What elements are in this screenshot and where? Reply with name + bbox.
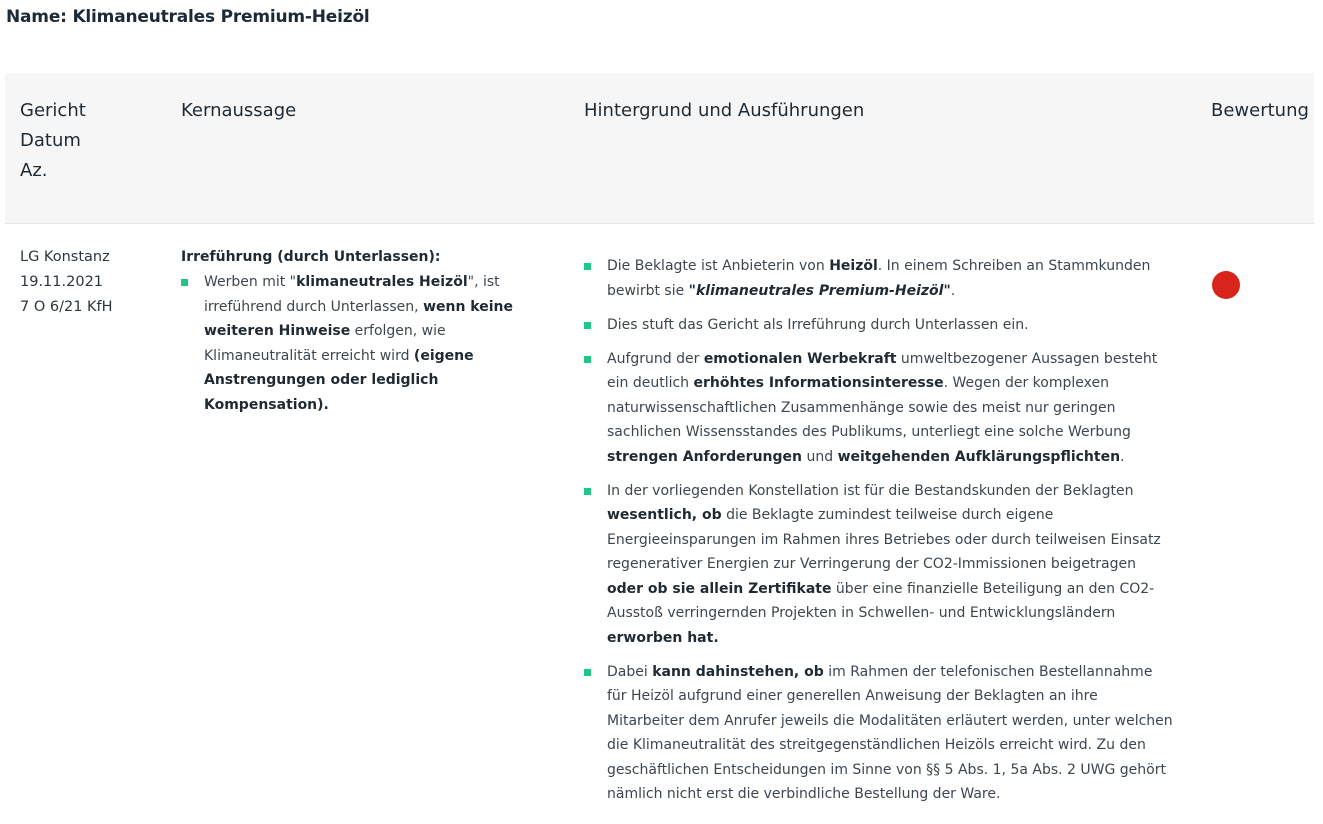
text-segment: Die Beklagte ist Anbieterin von — [607, 258, 830, 274]
table-header — [5, 73, 1314, 224]
kernaussage-list — [181, 270, 551, 417]
bold-segment: Heizöl — [829, 258, 878, 274]
text-segment: Dabei — [607, 663, 653, 680]
bold-segment: wesentlich, ob — [607, 507, 722, 523]
list-item — [584, 479, 1174, 651]
page-title: Name: Klimaneutrales Premium-Heizöl — [6, 7, 370, 27]
text-segment: umweltbezogener Aussagen besteht ein deutlich — [607, 350, 1158, 391]
text-segment: . — [950, 282, 956, 299]
bold-segment: weitgehenden Aufklärungspflichten — [837, 448, 1121, 465]
text-segment: . In einem Schreiben an Stammkunden bewirbt sie — [607, 258, 1151, 299]
kernaussage-cell — [181, 245, 551, 417]
bold-segment: erworben hat. — [607, 629, 719, 646]
judgment-table — [5, 73, 1314, 824]
bold-segment: klimaneutrales Heizöl — [296, 274, 468, 290]
hintergrund-list — [584, 254, 1174, 807]
bold-segment: "klimaneutrales Premium-Heizöl" — [688, 282, 951, 299]
text-segment: Dies stuft das Gericht als Irreführung durch Unterlassen ein. — [607, 316, 1029, 333]
list-item — [181, 270, 551, 417]
list-item — [584, 347, 1174, 470]
text-segment: erfolgen, wie Klimaneutralität erreicht wird — [204, 323, 446, 364]
bold-segment: wenn keine weiteren Hinweise — [204, 298, 513, 339]
text-segment: über eine finanzielle Beteiligung an den CO2-Ausstoß verringernden Projekten in Schwellen- und Entwicklungsländern — [607, 580, 1155, 621]
column-header-kernaussage: Kernaussage — [181, 100, 297, 121]
column-header-gericht: Gericht Datum Az. — [20, 100, 86, 181]
text-segment: ", ist irreführend durch Unterlassen, — [204, 274, 500, 315]
bold-segment: (eigene Anstrengungen oder lediglich Kompensation). — [204, 347, 474, 413]
list-item — [584, 313, 1174, 338]
text-segment: die Beklagte zumindest teilweise durch eigene Energieeinsparungen im Rahmen ihres Betriebes oder durch teilweisen Einsatz regenerativer Energien zur Verringerung der CO2-Immissionen beigetragen — [607, 507, 1161, 572]
bold-segment: erhöhtes Informationsinteresse — [693, 375, 944, 391]
text-segment: In der vorliegenden Konstellation ist für die Bestandskunden der Beklagten — [607, 482, 1134, 499]
list-item — [584, 254, 1174, 303]
bold-segment: emotionalen Werbekraft — [703, 350, 897, 367]
text-segment: im Rahmen der telefonischen Bestellannahme für Heizöl aufgrund einer generellen Anweisung der Beklagten an ihre Mitarbeiter dem Anrufer jeweils die Modalitäten erläutert werden, unter welchen die Klimaneutralität des streitgegenständlichen Heizöls erreicht wird. Zu den geschäftlichen Entscheidungen im Sinne von §§ 5 Abs. 1, 5a Abs. 2 UWG gehört nämlich nicht erst die verbindliche Bestellung der Ware. — [607, 663, 1173, 802]
hintergrund-cell — [584, 254, 1174, 816]
table-row — [5, 224, 1314, 824]
rating-red-dot-icon — [1212, 271, 1240, 299]
text-segment: . Wegen der komplexen naturwissenschaftlichen Zusammenhänge sowie des meist nur geringen sachlichen Wissensstandes des Publikums, unterliegt eine solche Werbung — [607, 375, 1131, 440]
column-header-hintergrund: Hintergrund und Ausführungen — [584, 100, 865, 121]
bold-segment: oder ob sie allein Zertifikate — [607, 580, 832, 597]
text-segment: Aufgrund der — [607, 350, 704, 367]
court-info: LG Konstanz 19.11.2021 7 O 6/21 KfH — [20, 249, 113, 315]
text-segment: Werben mit " — [204, 274, 297, 290]
bold-segment: strengen Anforderungen — [607, 448, 803, 465]
list-item — [584, 660, 1174, 807]
kernaussage-heading: Irreführung (durch Unterlassen): — [181, 249, 441, 265]
bold-segment: kann dahinstehen, ob — [652, 663, 824, 680]
column-header-bewertung: Bewertung — [1211, 100, 1309, 121]
text-segment: . — [1120, 448, 1125, 465]
text-segment: und — [802, 448, 838, 465]
